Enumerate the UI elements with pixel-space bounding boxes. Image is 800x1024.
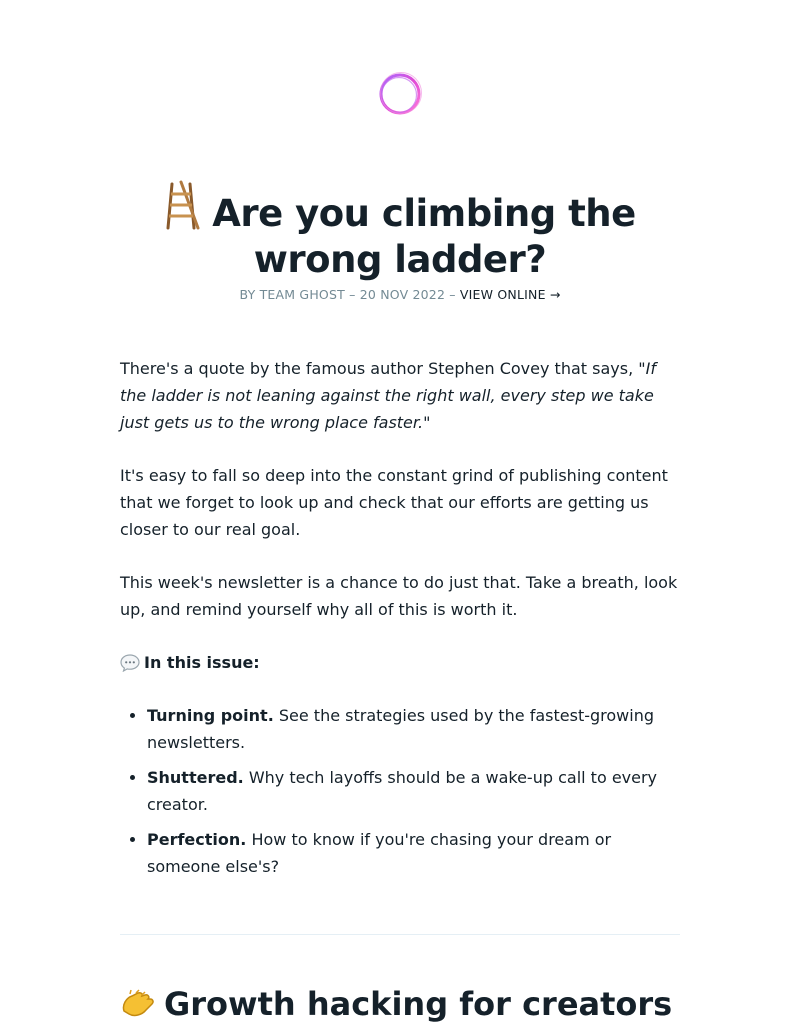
item-text: How to know if you're chasing your dream or someone else's? (147, 830, 612, 876)
paragraph-2: It's easy to fall so deep into the constant grind of publishing content that we forget to look up and check that our efforts are getting us closer to our real goal. (120, 466, 668, 539)
item-title: Perfection. (147, 830, 247, 849)
byline: BY TEAM GHOST – 20 NOV 2022 – (239, 287, 460, 302)
view-online-link[interactable]: VIEW ONLINE → (459, 287, 561, 302)
paragraph-3: This week's newsletter is a chance to do just that. Take a breath, look up, and remind yourself why all of this is worth it. (120, 573, 678, 619)
issue-list (120, 702, 680, 880)
section-heading (120, 984, 672, 1024)
post-body (120, 355, 680, 888)
list-item (147, 764, 680, 818)
item-title: Turning point. (147, 706, 274, 725)
item-text: See the strategies used by the fastest-growing newsletters. (147, 706, 655, 752)
post-meta (0, 287, 800, 302)
section-heading-text: Growth hacking for creators (164, 985, 673, 1023)
intro-plain-text: There's a quote by the famous author Stephen Covey that says, (120, 359, 639, 378)
post-title-text: Are you climbing the wrong ladder? (212, 192, 636, 281)
clapping-hands-icon (120, 989, 156, 1019)
item-text: Why tech layoffs should be a wake-up call to every creator. (147, 768, 658, 814)
list-item (147, 826, 680, 880)
section-divider (120, 934, 680, 935)
list-item (147, 702, 680, 756)
speech-bubble-icon (120, 654, 140, 672)
post-title (100, 180, 700, 283)
intro-paragraph (120, 355, 680, 436)
intro-quote: "If the ladder is not leaning against the right wall, every step we take just gets us to the wrong place faster." (120, 359, 656, 432)
issue-label: In this issue: (144, 653, 260, 672)
item-title: Shuttered. (147, 768, 244, 787)
ring-logo-icon (376, 70, 424, 118)
in-this-issue-heading (120, 649, 680, 676)
ladder-icon (164, 180, 202, 230)
